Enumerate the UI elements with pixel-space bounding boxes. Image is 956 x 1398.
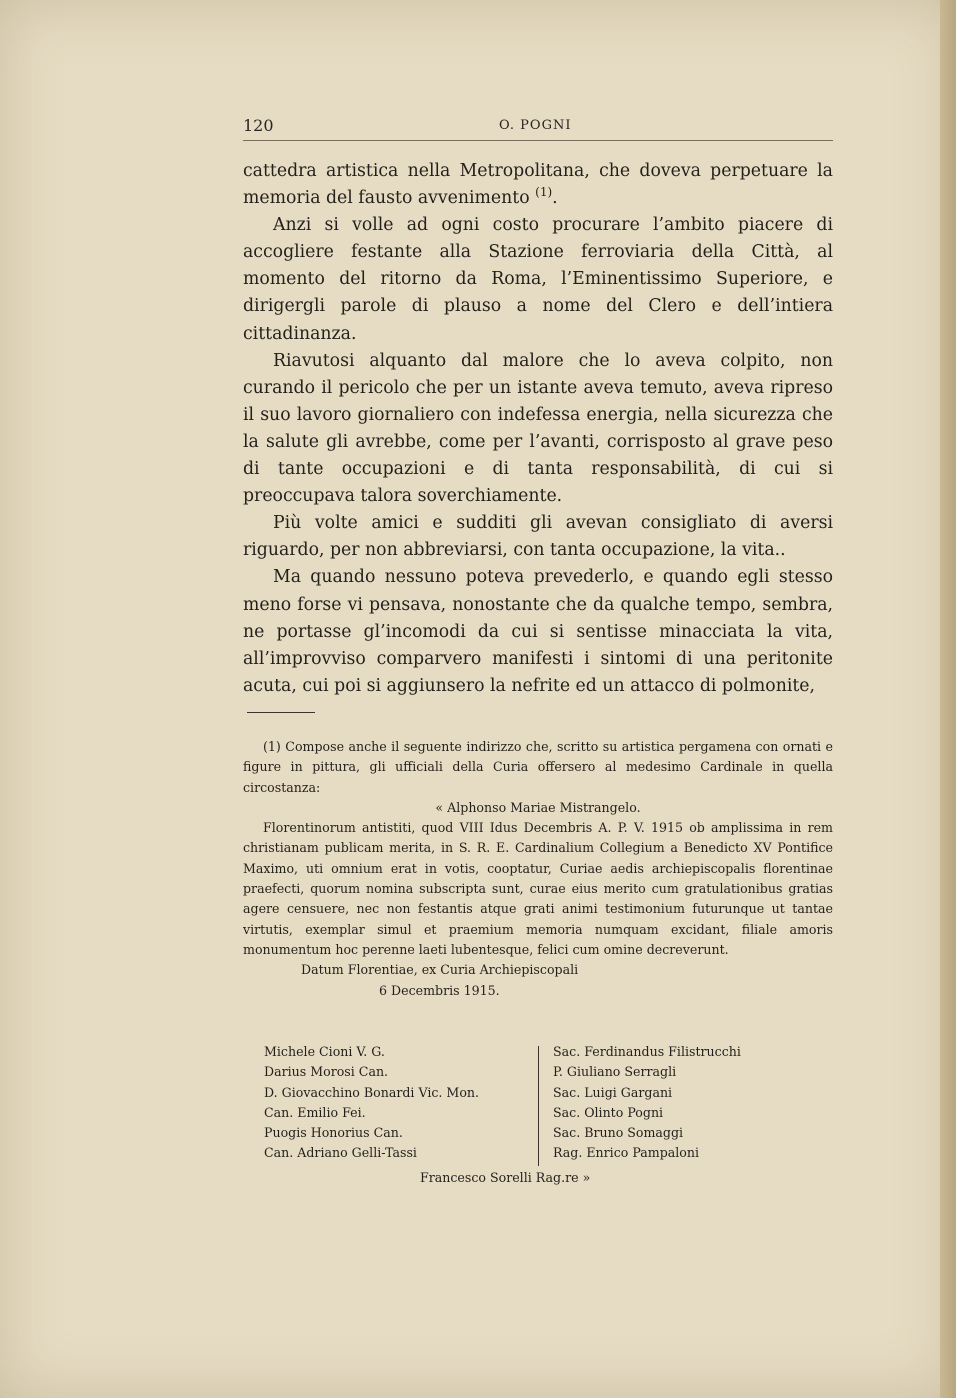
paragraph-4: Più volte amici e sudditi gli avevan consigliato di aversi riguardo, per non abbreviarsi, con tanta occupazione, la vita.. xyxy=(243,513,833,561)
page-header xyxy=(243,116,833,141)
signature-left: Can. Adriano Gelli-Tassi xyxy=(264,1145,417,1161)
running-title: O. POGNI xyxy=(499,118,572,133)
footnote-intro: (1) Compose anche il seguente indirizzo che, scritto su artistica pergamena con ornati e figure in pittura, gli ufficiali della Curia offersero al medesimo Cardinale in quella circostanza: xyxy=(243,739,833,795)
signatures-right-column xyxy=(553,1042,741,1164)
page-edge xyxy=(940,0,956,1398)
signature-left: D. Giovacchino Bonardi Vic. Mon. xyxy=(264,1084,480,1100)
paragraph-3: Riavutosi alquanto dal malore che lo aveva colpito, non curando il pericolo che per un istante aveva temuto, aveva ripreso il suo lavoro giornaliero con indefessa energia, nella sicurezza che la salute gli avrebbe, come per l’avanti, corrisposto al grave peso di tante occupazioni e di tanta responsabilità, di cui si preoccupava talora soverchiamente. xyxy=(243,350,833,507)
signature-right: Rag. Enrico Pampaloni xyxy=(553,1145,700,1161)
footnote-date: 6 Decembris 1915. xyxy=(379,982,500,998)
footnote-dated: Datum Florentiae, ex Curia Archiepiscopali xyxy=(301,962,579,978)
paragraph-1 xyxy=(243,158,833,212)
footnote-latin-text: Florentinorum antistiti, quod VIII Idus Decembris A. P. V. 1915 ob amplissima in rem christianam publicam merita, in S. R. E. Cardinalium Collegium a Benedicto XV Pontifice Maximo, uti omnium erat in votis, cooptatur, Curiae aedis archiepiscopalis florentinae praefecti, quorum nomina subscripta sunt, curae eius merito cum gratulationibus gratias agere censuere, nec non festantis atque grati animi testimonium futurunque ut tantae virtutis, exemplar simul et praemium memoria numquam excidant, filiale amoris monumentum hoc perenne laeti lubentesque, felici cum omine decreverunt. xyxy=(243,820,833,957)
signatures-divider xyxy=(538,1046,539,1166)
paragraph-1-tail: . xyxy=(552,188,558,209)
signature-right: Sac. Olinto Pogni xyxy=(553,1104,664,1120)
signature-left: Puogis Honorius Can. xyxy=(264,1125,403,1141)
signature-left: Can. Emilio Fei. xyxy=(264,1104,366,1120)
signatures-left-column xyxy=(264,1042,479,1164)
signature-left: Darius Morosi Can. xyxy=(264,1064,389,1080)
signature-final: Francesco Sorelli Rag.re » xyxy=(420,1170,591,1185)
signature-right: Sac. Ferdinandus Filistrucchi xyxy=(553,1044,741,1059)
paragraph-2: Anzi si volle ad ogni costo procurare l’ambito piacere di accogliere festante alla Stazione ferroviaria della Città, al momento del ritorno da Roma, l’Eminentissimo Superiore, e dirigergli parole di plauso a nome del Clero e dell’intiera cittadinanza. xyxy=(243,215,833,344)
paragraph-5: Ma quando nessuno poteva prevederlo, e quando egli stesso meno forse vi pensava, nonostante che da qualche tempo, sembra, ne portasse gl’incomodi da cui si sentisse minacciata la vita, all’improvviso comparvero manifesti i sintomi di una peritonite acuta, cui poi si aggiunsero la nefrite ed un attacco di polmonite, xyxy=(243,567,833,696)
signature-right: P. Giuliano Serragli xyxy=(553,1064,677,1080)
footnote-reference: (1) xyxy=(535,185,553,200)
footnote xyxy=(243,737,833,1001)
main-text xyxy=(243,158,833,700)
paragraph-1-text: cattedra artistica nella Metropolitana, che doveva perpetuare la memoria del fausto avvenimento xyxy=(243,161,833,209)
signature-right: Sac. Bruno Somaggi xyxy=(553,1125,684,1141)
footnote-divider xyxy=(247,712,315,713)
signature-right: Sac. Luigi Gargani xyxy=(553,1084,673,1100)
page-number: 120 xyxy=(243,116,274,135)
signatures xyxy=(264,1042,804,1167)
signature-left: Michele Cioni V. G. xyxy=(264,1044,385,1059)
footnote-salutation: « Alphonso Mariae Mistrangelo. xyxy=(435,799,641,815)
